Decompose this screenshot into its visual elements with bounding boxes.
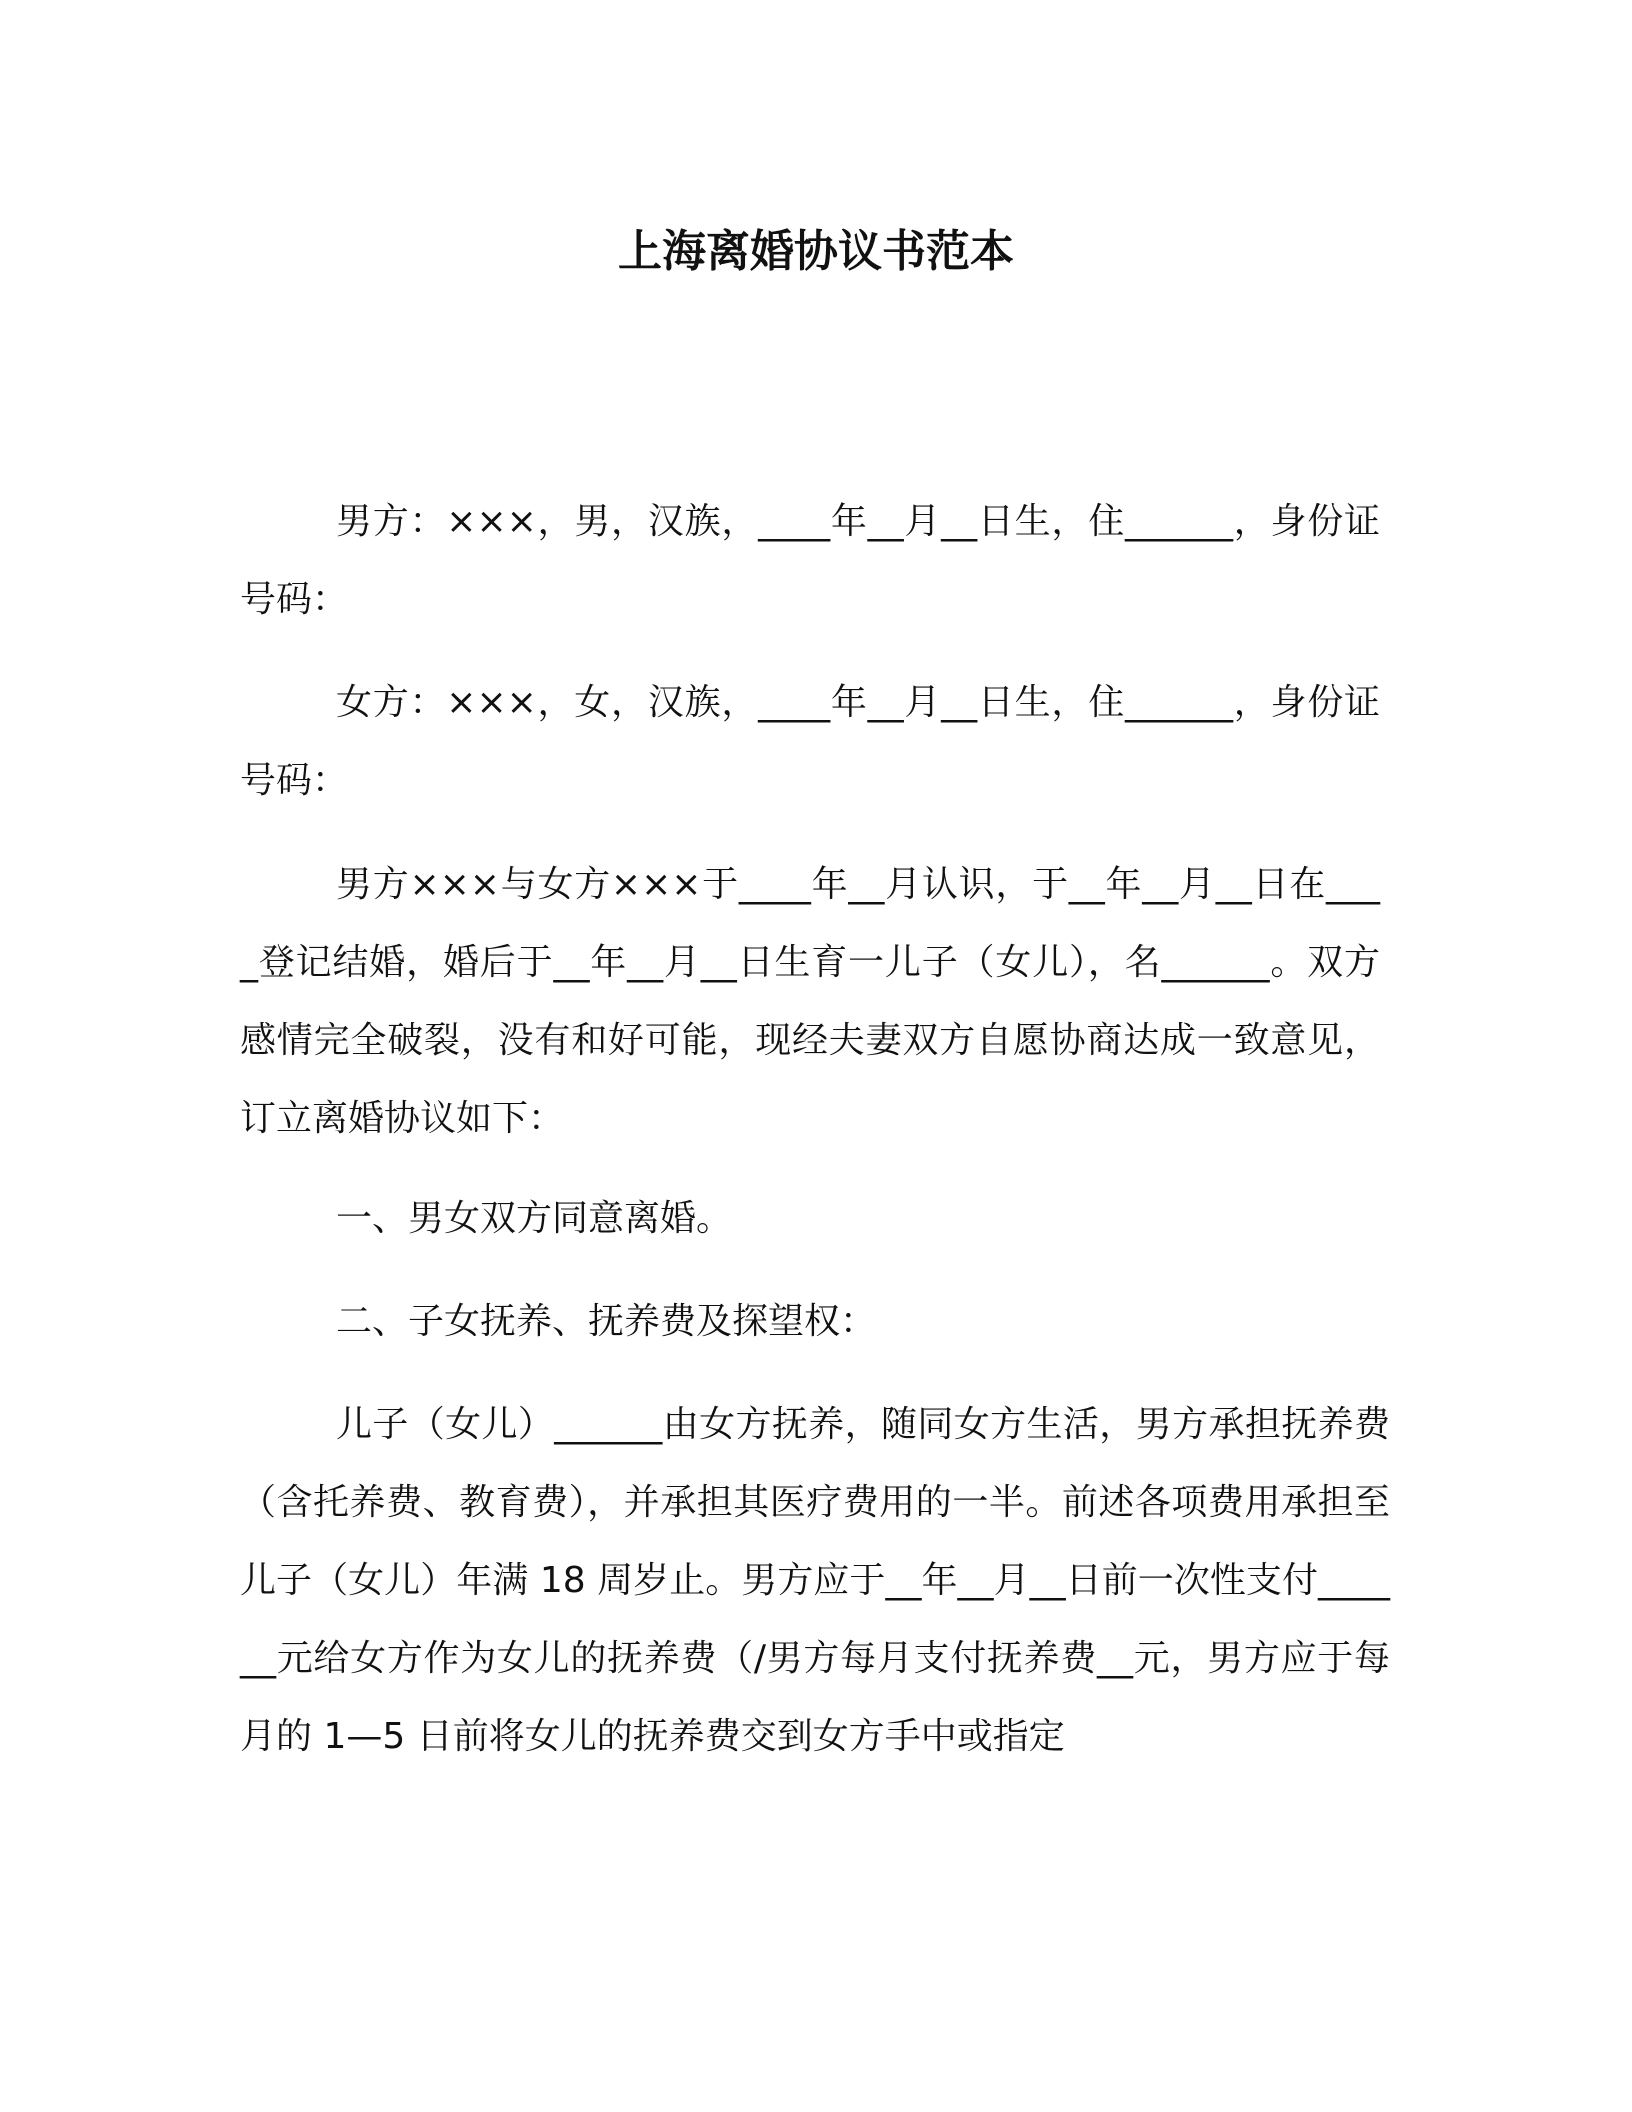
paragraph-female-party: 女方：×××，女，汉族，____年__月__日生，住______，身份证号码：	[240, 682, 1380, 801]
paragraph-marriage-background: 男方×××与女方×××于____年__月认识，于__年__月__日在____登记结婚，婚后于__年__月__日生育一儿子（女儿），名______。双方感情完全破裂，没有和好可能，现经夫妻双方自愿协商达成一致意见，订立离婚协议如下：	[240, 864, 1380, 1139]
paragraph-clause-one: 一、男女双方同意离婚。	[336, 1198, 733, 1239]
paragraph-clause-two-heading: 二、子女抚养、抚养费及探望权：	[336, 1301, 877, 1342]
paragraph-male-party: 男方：×××，男，汉族，____年__月__日生，住______，身份证号码：	[240, 501, 1380, 620]
document-title: 上海离婚协议书范本	[618, 226, 1014, 277]
paragraph-child-support: 儿子（女儿）______由女方抚养，随同女方生活，男方承担抚养费（含托养费、教育费），并承担其医疗费用的一半。前述各项费用承担至儿子（女儿）年满 18 周岁止。男方应于__年__月__日前一次性支付______元给女方作为女儿的抚养费（/男方每月支付抚养费__元，男方应于每月的 1—5 日前将女儿的抚养费交到女方手中或指定	[240, 1404, 1390, 1757]
